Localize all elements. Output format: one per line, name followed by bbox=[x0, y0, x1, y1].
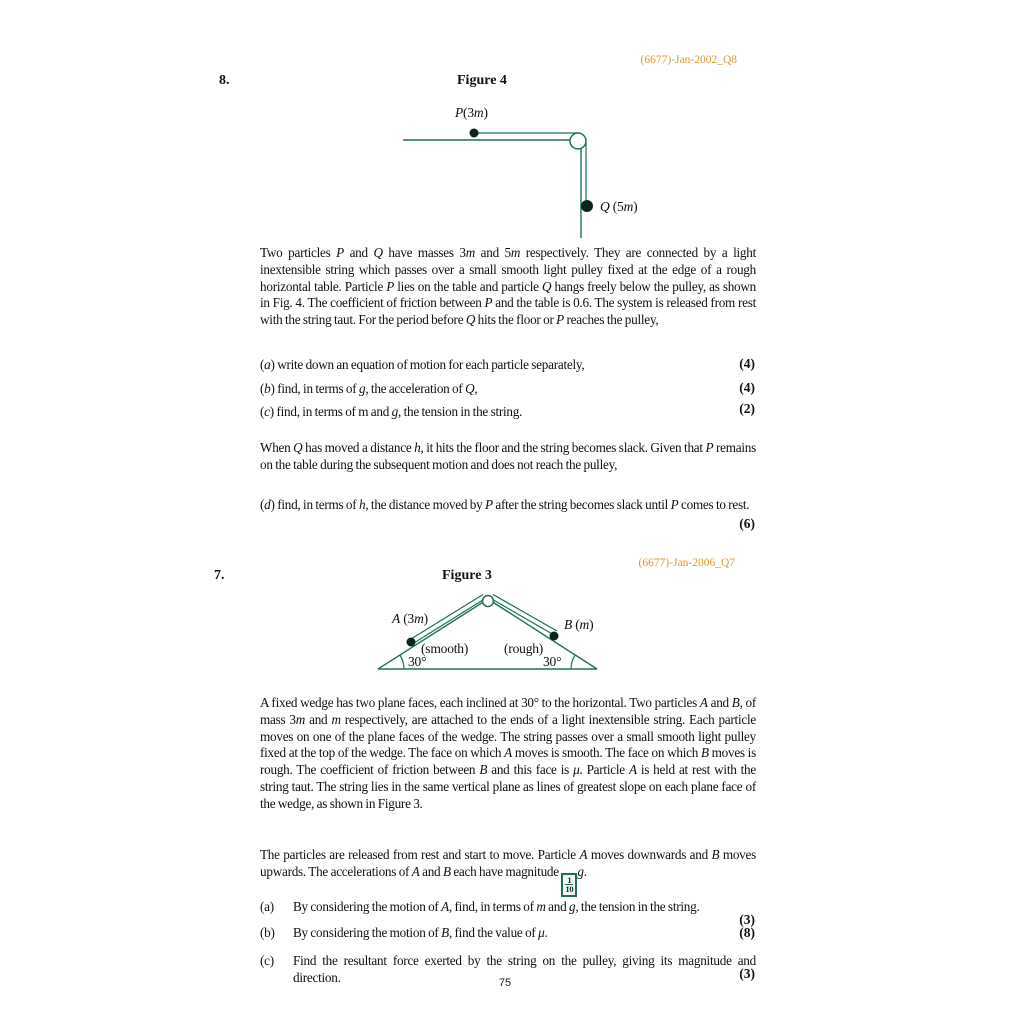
q7-part-c-marks: (3) bbox=[739, 966, 755, 981]
right-string-inner-line bbox=[490, 598, 554, 635]
figure3-angle-right: 30° bbox=[543, 654, 562, 669]
figure4-diagram bbox=[395, 100, 665, 245]
figure4-label-p: P(3m) bbox=[455, 105, 488, 120]
question-ref-q7: (6677)-Jan-2006_Q7 bbox=[638, 557, 735, 569]
figure3-angle-left: 30° bbox=[408, 654, 427, 669]
particle-q-dot bbox=[581, 200, 593, 212]
apex-pulley-icon bbox=[483, 596, 494, 607]
figure3-label-rough: (rough) bbox=[504, 641, 544, 656]
q7-part-a-text: By considering the motion of A, find, in terms of m and g, the tension in the string. bbox=[293, 899, 700, 914]
right-angle-arc bbox=[571, 655, 575, 669]
q7-part-a bbox=[260, 899, 756, 916]
q7-part-a-marks: (3) bbox=[739, 912, 755, 927]
q7-release-paragraph: The particles are released from rest and start to move. Particle A moves downwards and B moves upwards. The accelerations of A and B each have magnitude $\frac{1}{10}$ g. bbox=[260, 847, 756, 897]
q7-part-b-text: By considering the motion of B, find the value of μ. bbox=[293, 925, 548, 940]
particle-a-dot bbox=[407, 638, 416, 647]
q7-part-b bbox=[260, 925, 756, 942]
question-ref-q8: (6677)-Jan-2002_Q8 bbox=[640, 54, 737, 66]
wedge-left-face-line bbox=[378, 599, 488, 669]
q7-intro-paragraph: A fixed wedge has two plane faces, each inclined at 30° to the horizontal. Two particles A and B, of mass 3m and m respectively, are attached to the ends of a light inextensible string. Each particle moves on one of the plane faces of the wedge. The string passes over a small smooth light pulley fixed at the top of the wedge. The face on which A moves is smooth. The face on which B moves is rough. The coefficient of friction between B and this face is μ. Particle A is held at rest with the string taut. The string lies in the same vertical plane as lines of greatest slope on each plane face of the wedge, as shown in Figure 3. bbox=[260, 695, 757, 811]
figure3-label-b: B (m) bbox=[564, 617, 594, 632]
q7-part-b-marks: (8) bbox=[739, 925, 755, 940]
q7-part-c-text: Find the resultant force exerted by the string on the pulley, giving its magnitude and direction. bbox=[293, 953, 756, 985]
figure3-label-a: A (3m) bbox=[392, 611, 428, 626]
right-string-outer-line bbox=[493, 595, 557, 632]
q8-part-d: (d) find, in terms of h, the distance moved by P after the string becomes slack until P comes to rest. bbox=[260, 497, 750, 512]
q8-part-b-marks: (4) bbox=[739, 380, 755, 395]
figure4-label-q: Q (5m) bbox=[600, 199, 638, 214]
q8-part-a-marks: (4) bbox=[739, 356, 755, 371]
q7-part-b-label: (b) bbox=[260, 925, 275, 940]
question-number-q7: 7. bbox=[214, 568, 225, 583]
page-number: 75 bbox=[498, 977, 512, 989]
figure3-label-smooth: (smooth) bbox=[421, 641, 469, 656]
q8-part-b: (b) find, in terms of g, the acceleration of Q, bbox=[260, 381, 478, 396]
q7-part-c-label: (c) bbox=[260, 953, 274, 968]
left-angle-arc bbox=[400, 655, 404, 669]
q7-part-a-label: (a) bbox=[260, 899, 274, 914]
pulley-icon bbox=[570, 133, 586, 149]
particle-b-dot bbox=[550, 632, 559, 641]
q8-part-d-marks: (6) bbox=[739, 516, 755, 531]
q8-part-c-marks: (2) bbox=[739, 401, 755, 416]
question-number-q8: 8. bbox=[219, 73, 230, 88]
q8-part-a: (a) write down an equation of motion for each particle separately, bbox=[260, 357, 585, 372]
q8-part-c: (c) find, in terms of m and g, the tension in the string. bbox=[260, 404, 523, 419]
figure3-caption: Figure 3 bbox=[442, 568, 492, 583]
q8-intro-paragraph: Two particles P and Q have masses 3m and 5m respectively. They are connected by a light inextensible string which passes over a small smooth light pulley fixed at the edge of a rough horizontal table. Particle P lies on the table and particle Q hangs freely below the pulley, as shown in Fig. 4. The coefficient of friction between P and the table is 0.6. The system is released from rest with the string taut. For the period before Q hits the floor or P reaches the pulley, bbox=[260, 245, 757, 328]
figure4-caption: Figure 4 bbox=[457, 73, 507, 88]
particle-p-dot bbox=[470, 129, 479, 138]
q8-middle-paragraph: When Q has moved a distance h, it hits the floor and the string becomes slack. Given that P remains on the table during the subsequent motion and does not reach the pulley, bbox=[260, 440, 756, 472]
